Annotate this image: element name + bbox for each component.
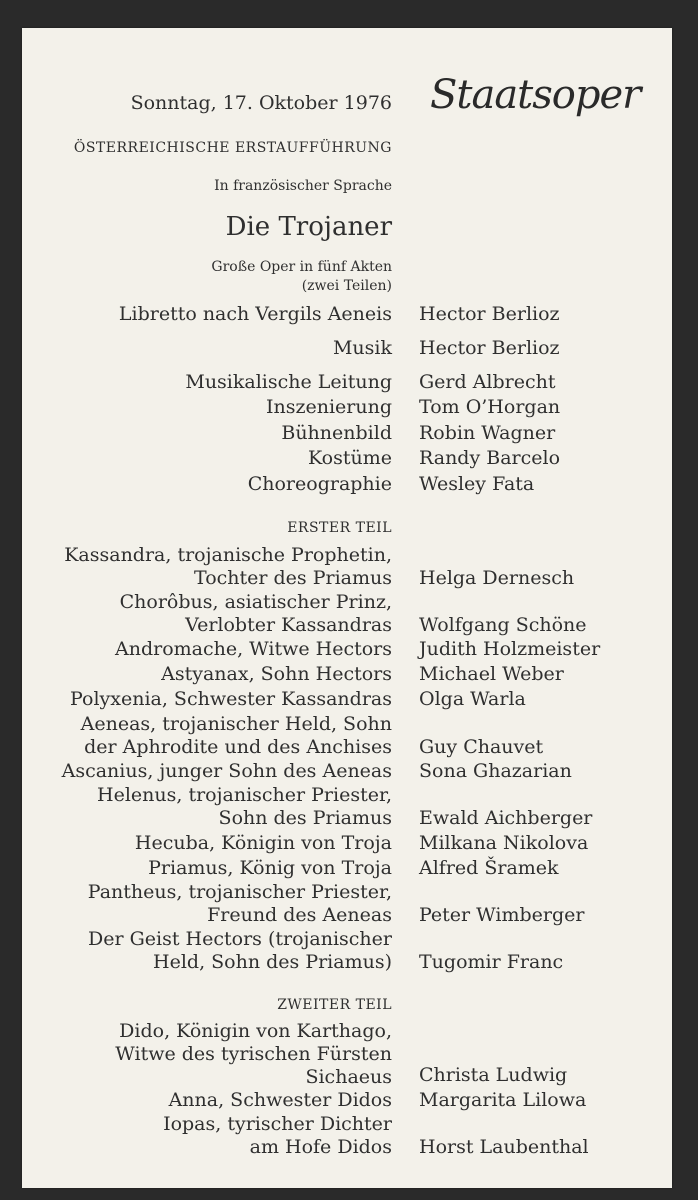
opera-subtitle: Große Oper in fünf Akten xyxy=(211,259,392,275)
cast-name: Margarita Lilowa xyxy=(419,1089,587,1111)
staff-name: Robin Wagner xyxy=(419,422,556,444)
cast-name: Alfred Šramek xyxy=(419,857,559,879)
cast-role: Chorôbus, asiatischer Prinz, Verlobter Kassandras xyxy=(119,591,392,636)
cast-name: Guy Chauvet xyxy=(419,736,544,758)
part-heading: ZWEITER TEIL xyxy=(277,997,392,1013)
house-logo: Staatsoper xyxy=(430,72,641,118)
part-heading: ERSTER TEIL xyxy=(287,520,392,536)
cast-name: Olga Warla xyxy=(419,688,526,710)
cast-name: Christa Ludwig xyxy=(419,1064,568,1086)
cast-role: Kassandra, trojanische Prophetin, Tochter des Priamus xyxy=(64,544,392,589)
cast-name: Michael Weber xyxy=(419,663,564,685)
opera-title: Die Trojaner xyxy=(225,212,392,242)
credit-name: Hector Berlioz xyxy=(419,337,560,359)
cast-role: Astyanax, Sohn Hectors xyxy=(161,663,392,685)
cast-name: Sona Ghazarian xyxy=(419,760,572,782)
staff-role: Bühnenbild xyxy=(281,422,392,444)
credit-role: Libretto nach Vergils Aeneis xyxy=(118,303,392,325)
cast-name: Helga Dernesch xyxy=(419,567,575,589)
staff-role: Kostüme xyxy=(307,447,392,469)
staff-name: Randy Barcelo xyxy=(419,447,561,469)
cast-role: Aeneas, trojanischer Held, Sohn der Aphrodite und des Anchises xyxy=(80,713,392,758)
staff-role: Choreographie xyxy=(247,473,392,495)
cast-name: Horst Laubenthal xyxy=(419,1136,589,1158)
cast-name: Judith Holzmeister xyxy=(419,638,601,660)
cast-role: Andromache, Witwe Hectors xyxy=(114,638,392,660)
cast-role: Der Geist Hectors (trojanischer Held, Sohn des Priamus) xyxy=(88,928,392,973)
premiere-note: ÖSTERREICHISCHE ERSTAUFFÜHRUNG xyxy=(73,140,392,156)
cast-role: Hecuba, Königin von Troja xyxy=(134,832,392,854)
credit-name: Hector Berlioz xyxy=(419,303,560,325)
cast-role: Priamus, König von Troja xyxy=(148,857,392,879)
staff-name: Wesley Fata xyxy=(419,473,535,495)
cast-name: Tugomir Franc xyxy=(419,951,564,973)
cast-name: Milkana Nikolova xyxy=(419,832,589,854)
cast-role: Iopas, tyrischer Dichter am Hofe Didos xyxy=(163,1113,392,1158)
staff-name: Gerd Albrecht xyxy=(419,371,556,393)
staff-name: Tom O’Horgan xyxy=(419,396,561,418)
cast-name: Peter Wimberger xyxy=(419,904,585,926)
cast-role: Helenus, trojanischer Priester, Sohn des Priamus xyxy=(97,784,392,829)
cast-role: Anna, Schwester Didos xyxy=(168,1089,392,1111)
cast-role: Polyxenia, Schwester Kassandras xyxy=(69,688,392,710)
cast-name: Ewald Aichberger xyxy=(419,807,593,829)
credit-role: Musik xyxy=(332,337,392,359)
opera-subtitle-2: (zwei Teilen) xyxy=(301,278,392,294)
staff-role: Inszenierung xyxy=(265,396,392,418)
language-note: In französischer Sprache xyxy=(214,178,392,194)
cast-role: Ascanius, junger Sohn des Aeneas xyxy=(61,760,392,782)
program-page xyxy=(22,28,672,1188)
cast-name: Wolfgang Schöne xyxy=(419,614,587,636)
performance-date: Sonntag, 17. Oktober 1976 xyxy=(130,92,392,114)
cast-role: Pantheus, trojanischer Priester, Freund des Aeneas xyxy=(87,881,392,926)
staff-role: Musikalische Leitung xyxy=(185,371,392,393)
cast-role: Dido, Königin von Karthago, Witwe des tyrischen Fürsten Sichaeus xyxy=(115,1020,392,1088)
